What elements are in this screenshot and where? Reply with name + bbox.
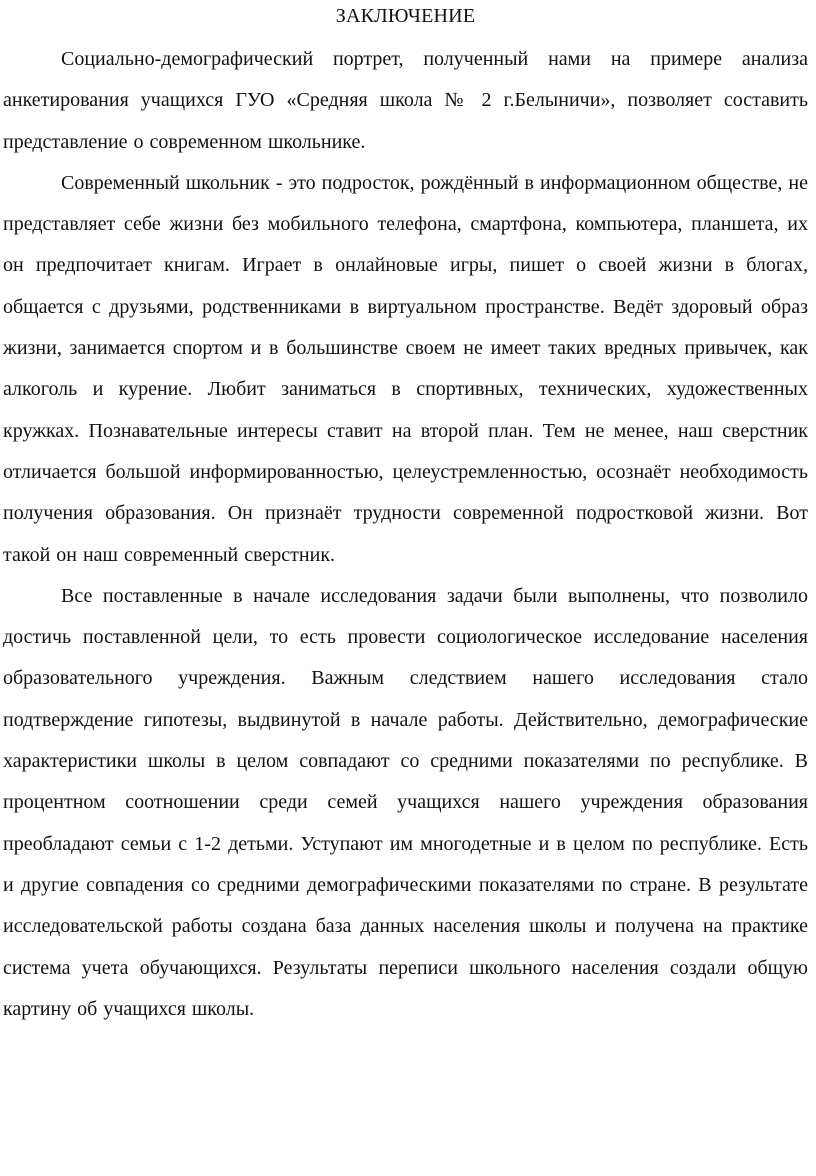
- paragraph-portrait: Современный школьник - это подросток, рождённый в информационном обществе, не представляет себе жизни без мобильного телефона, смартфона, компьютера, планшета, их он предпочитает книгам. Играет в онлайновые игры, пишет о своей жизни в блогах, общается с друзьями, родственниками в виртуальном пространстве. Ведёт здоровый образ жизни, занимается спортом и в большинстве своем не имеет таких вредных привычек, как алкоголь и курение. Любит заниматься в спортивных, технических, художественных кружках. Познавательные интересы ставит на второй план. Тем не менее, наш сверстник отличается большой информированностью, целеустремленностью, осознаёт необходимость получения образования. Он признаёт трудности современной подростковой жизни. Вот такой он наш современный сверстник.: [3, 171, 808, 566]
- page-title: ЗАКЛЮЧЕНИЕ: [335, 5, 476, 27]
- paragraph-intro: Социально-демографический портрет, полученный нами на примере анализа анкетирования учащихся ГУО «Средняя школа № 2 г.Белыничи», позволяет составить представление о современном школьнике.: [3, 48, 808, 153]
- paragraph-results: Все поставленные в начале исследования задачи были выполнены, что позволило достичь поставленной цели, то есть провести социологическое исследование населения образовательного учреждения. Важным следствием нашего исследования стало подтверждение гипотезы, выдвинутой в начале работы. Действительно, демографические характеристики школы в целом совпадают со средними показателями по республике. В процентном соотношении среди семей учащихся нашего учреждения образования преобладают семьи с 1-2 детьми. Уступают им многодетные и в целом по республике. Есть и другие совпадения со средними демографическими показателями по стране. В результате исследовательской работы создана база данных населения школы и получена на практике система учета обучающихся. Результаты переписи школьного населения создали общую картину об учащихся школы.: [3, 584, 808, 1020]
